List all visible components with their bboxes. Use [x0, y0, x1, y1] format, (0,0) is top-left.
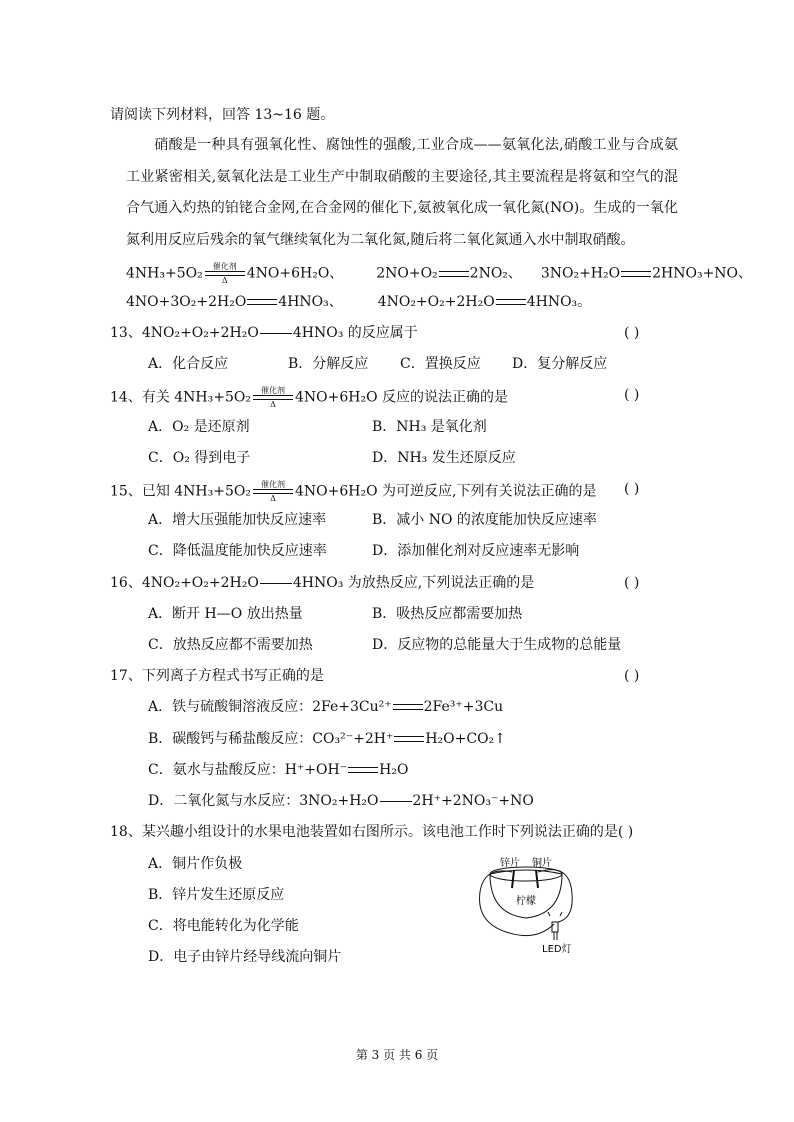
led-label: LED灯: [542, 944, 572, 955]
lemon-label: 柠檬: [516, 896, 536, 907]
question-17: 17、下列离子方程式书写正确的是: [110, 668, 324, 684]
q17-option-d[interactable]: D．二氧化氮与水反应：3NO₂+H₂O 2H⁺+2NO₃⁻+NO: [148, 793, 534, 809]
q15-option-a[interactable]: A．增大压强能加快反应速率: [148, 512, 327, 528]
q15-option-d[interactable]: D．添加催化剂对反应速率无影响: [372, 543, 580, 559]
q13-option-d[interactable]: D．复分解反应: [512, 356, 608, 372]
q14-option-d[interactable]: D．NH₃ 发生还原反应: [372, 450, 516, 466]
q14-option-a[interactable]: A．O₂ 是还原剂: [148, 419, 250, 435]
copper-label: 铜片: [532, 858, 552, 869]
q16-option-b[interactable]: B．吸热反应都需要加热: [372, 606, 523, 622]
q18-option-a[interactable]: A．铜片作负极: [148, 856, 243, 872]
q13-option-c[interactable]: C．置换反应: [400, 356, 481, 372]
q17-option-b[interactable]: B．碳酸钙与稀盐酸反应：CO₃²⁻+2H⁺ H₂O+CO₂↑: [148, 731, 506, 747]
q14-option-b[interactable]: B．NH₃ 是氧化剂: [372, 419, 487, 435]
lemon-shape: [490, 870, 562, 918]
intro-text: 请阅读下列材料，回答 13~16 题。: [110, 107, 335, 123]
q17-option-a[interactable]: A．铁与硫酸铜溶液反应：2Fe+3Cu²⁺ 2Fe³⁺+3Cu: [148, 699, 504, 715]
answer-paren-13[interactable]: ( ): [624, 325, 640, 341]
q15-option-c[interactable]: C．降低温度能加快反应速率: [148, 543, 327, 559]
q18-option-d[interactable]: D．电子由锌片经导线流向铜片: [148, 949, 342, 965]
led-icon: [552, 922, 558, 932]
page-footer: 第 3 页 共 6 页: [355, 1048, 439, 1062]
answer-paren-17[interactable]: ( ): [624, 668, 640, 684]
q17-option-c[interactable]: C．氨水与盐酸反应：H⁺+OH⁻ H₂O: [148, 762, 409, 778]
question-18: 18、某兴趣小组设计的水果电池装置如右图所示。该电池工作时下列说法正确的是( ): [110, 824, 634, 840]
answer-paren-16[interactable]: ( ): [624, 575, 640, 591]
question-14: 14、有关 4NH₃+5O₂ 催化剂 Δ 4NO+6H₂O 反应的说法正确的是: [110, 386, 509, 409]
q16-option-c[interactable]: C．放热反应都不需要加热: [148, 637, 313, 653]
zinc-label: 锌片: [500, 858, 520, 869]
passage-text: 硝酸是一种具有强氧化性、腐蚀性的强酸,工业合成——氨氧化法,硝酸工业与合成氨工业紧密相关,氨氧化法是工业生产中制取硝酸的主要途径,其主要流程是将氨和空气的混合气通入灼热的铂铑合金网,在合金网的催化下,氨被氧化成一氧化氮(NO)。生成的一氧化氮利用反应后残余的氧气继续氧化为二氧化氮,随后将二氧化氮通入水中制取硝酸。: [126, 137, 678, 248]
question-13: 13、4NO₂+O₂+2H₂O 4HNO₃ 的反应属于: [110, 325, 418, 341]
q13-option-a[interactable]: A．化合反应: [148, 356, 229, 372]
question-16: 16、4NO₂+O₂+2H₂O 4HNO₃ 为放热反应,下列说法正确的是: [110, 575, 535, 591]
question-15: 15、已知 4NH₃+5O₂ 催化剂 Δ 4NO+6H₂O 为可逆反应,下列有关说法正确的是: [110, 480, 597, 503]
q16-option-d[interactable]: D．反应物的总能量大于生成物的总能量: [372, 637, 622, 653]
answer-paren-15[interactable]: ( ): [624, 481, 640, 497]
q18-option-b[interactable]: B．锌片发生还原反应: [148, 887, 285, 903]
q14-option-c[interactable]: C．O₂ 得到电子: [148, 450, 251, 466]
answer-paren-14[interactable]: ( ): [624, 387, 640, 403]
passage: [126, 130, 678, 256]
fruit-battery-figure: [466, 852, 586, 956]
equation-line-2: 4NO+3O₂+2H₂O 4HNO₃、 4NO₂+O₂+2H₂O 4HNO₃。: [126, 294, 592, 310]
q15-option-b[interactable]: B．减小 NO 的浓度能加快反应速率: [372, 512, 597, 528]
q18-option-c[interactable]: C．将电能转化为化学能: [148, 918, 299, 934]
q16-option-a[interactable]: A．断开 H—O 放出热量: [148, 606, 303, 622]
equation-line-1: 4NH₃+5O₂ 催化剂 Δ 4NO+6H₂O、 2NO+O₂ 2NO₂、 3NO₂+H₂O 2HNO₃+NO、: [126, 262, 753, 285]
catalyst-arrow: 催化剂 Δ: [205, 262, 245, 285]
q13-option-b[interactable]: B．分解反应: [288, 356, 369, 372]
